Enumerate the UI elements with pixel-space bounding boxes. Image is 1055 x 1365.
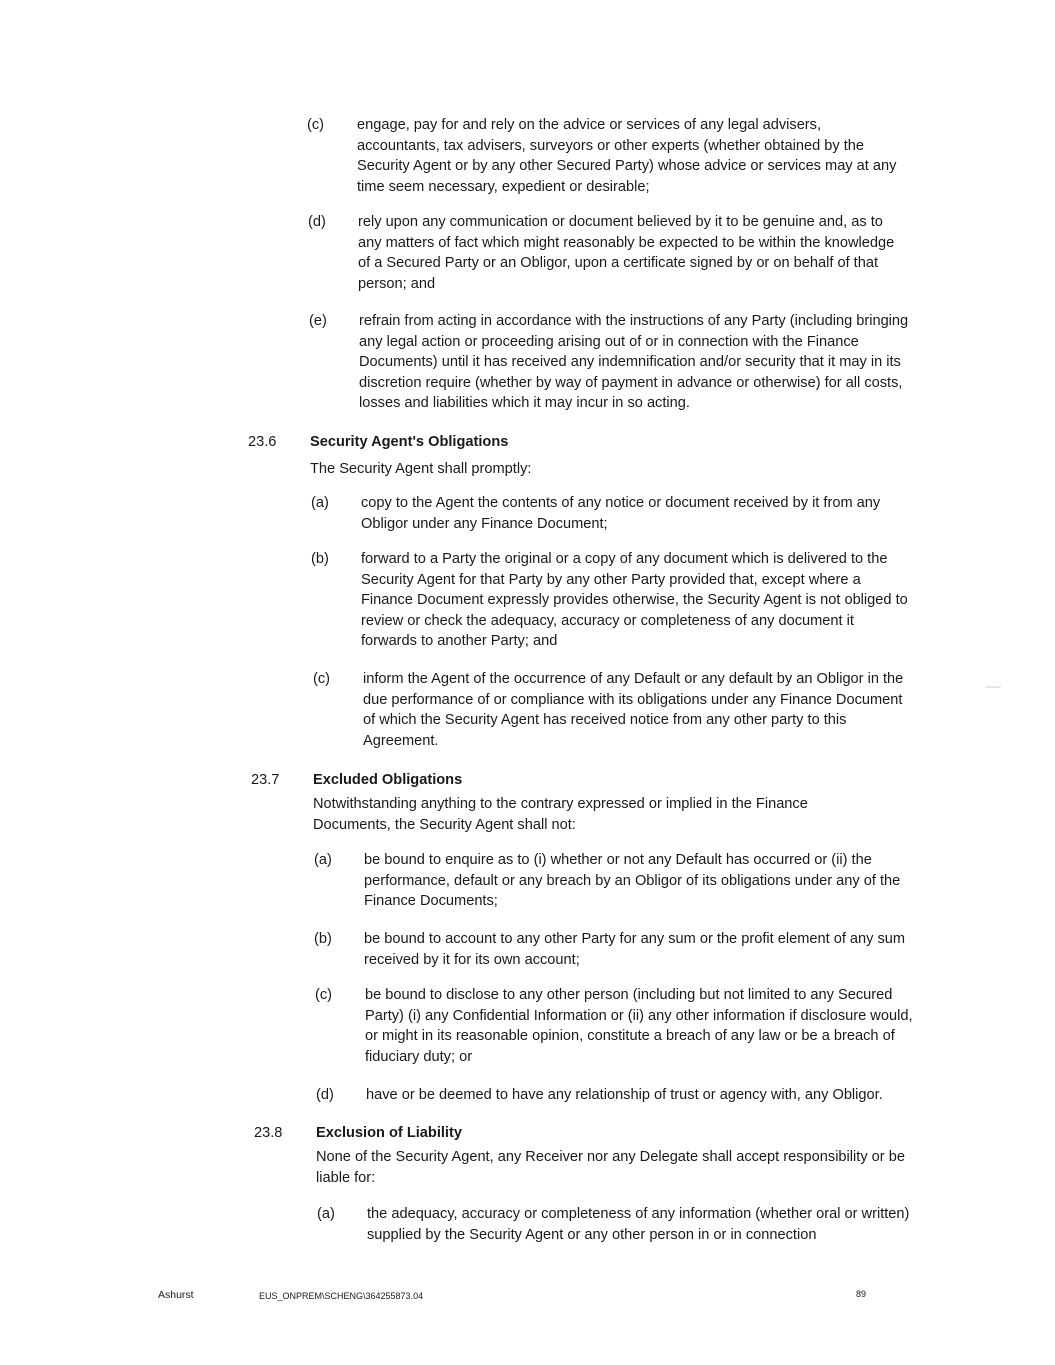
section-heading	[248, 432, 508, 452]
item-label: (b)	[311, 551, 329, 567]
section-intro: Notwithstanding anything to the contrary expressed or implied in the Finance Documents, the Security Agent shall not:	[313, 796, 808, 833]
item-label: (e)	[309, 313, 327, 329]
item-label: (d)	[308, 214, 326, 230]
section-number: 23.7	[251, 772, 280, 788]
section-intro: The Security Agent shall promptly:	[310, 461, 532, 477]
item-text: inform the Agent of the occurrence of any Default or any default by an Obligor in the due performance of or compliance with its obligations under any Finance Document of which the Security Agent has received notice from any other party to this Agreement.	[363, 671, 904, 749]
item-text: be bound to enquire as to (i) whether or not any Default has occurred or (ii) the performance, default or any breach by an Obligor of its obligations under any of the Finance Documents;	[364, 852, 901, 910]
item-label: (a)	[314, 852, 332, 868]
section-title: Excluded Obligations	[313, 772, 463, 788]
section-heading	[254, 1123, 462, 1143]
item-text: forward to a Party the original or a copy of any document which is delivered to the Security Agent for that Party by any other Party provided that, except where a Finance Document expressly provides otherwise, the Security Agent is not obliged to review or check the adequacy, accuracy or completeness of any document it forwards to another Party; and	[361, 551, 908, 650]
section-number: 23.8	[254, 1125, 283, 1141]
section-number: 23.6	[248, 434, 277, 450]
scan-mark	[985, 686, 1001, 688]
list-item	[309, 311, 917, 414]
list-item	[311, 549, 911, 652]
footer-firm: Ashurst	[158, 1289, 194, 1301]
list-item	[316, 1085, 926, 1106]
item-text: be bound to account to any other Party for any sum or the profit element of any sum received by it for its own account;	[364, 931, 906, 968]
list-item	[314, 850, 916, 912]
section-title: Exclusion of Liability	[316, 1125, 462, 1141]
item-label: (a)	[311, 495, 329, 511]
item-text: be bound to disclose to any other person (including but not limited to any Secured Party) (i) any Confidential Information or (ii) any other information if disclosure would, or might in its reasonable opinion, constitute a breach of any law or be a breach of fiduciary duty; or	[365, 987, 913, 1065]
list-item	[317, 1204, 917, 1245]
section-intro: None of the Security Agent, any Receiver nor any Delegate shall accept responsibility or be liable for:	[316, 1149, 905, 1186]
item-label: (d)	[316, 1087, 334, 1103]
footer-doc-ref: EUS_ONPREM\SCHENG\364255873.04	[259, 1291, 424, 1301]
item-label: (b)	[314, 931, 332, 947]
footer-page-number: 89	[856, 1289, 867, 1299]
item-label: (c)	[315, 987, 333, 1003]
list-item	[313, 669, 915, 751]
list-item	[307, 115, 907, 197]
item-text: rely upon any communication or document believed by it to be genuine and, as to any matters of fact which might reasonably be expected to be within the knowledge of a Secured Party or an Obligor, upon a certificate signed by or on behalf of that person; and	[358, 214, 895, 292]
item-label: (a)	[317, 1206, 335, 1222]
item-text: refrain from acting in accordance with the instructions of any Party (including bringing any legal action or proceeding arising out of or in connection with the Finance Documents) until it has received any indemnification and/or security that it may in its discretion require (whether by way of payment in advance or otherwise) for all costs, losses and liabilities which it may incur in so acting.	[359, 313, 909, 412]
item-text: engage, pay for and rely on the advice or services of any legal advisers, accountants, tax advisers, surveyors or other experts (whether obtained by the Security Agent or by any other Secured Party) whose advice or services may at any time seem necessary, expedient or desirable;	[357, 117, 897, 195]
section-heading	[251, 770, 462, 790]
item-text: the adequacy, accuracy or completeness of any information (whether oral or written) supplied by the Security Agent or any other person in or in connection	[367, 1206, 910, 1243]
item-text: have or be deemed to have any relationship of trust or agency with, any Obligor.	[366, 1087, 883, 1103]
item-text: copy to the Agent the contents of any notice or document received by it from any Obligor under any Finance Document;	[361, 495, 881, 532]
list-item	[311, 493, 916, 534]
list-item	[314, 929, 912, 970]
item-label: (c)	[307, 117, 325, 133]
list-item	[315, 985, 915, 1067]
list-item	[308, 212, 908, 294]
section-title: Security Agent's Obligations	[310, 434, 509, 450]
item-label: (c)	[313, 671, 331, 687]
